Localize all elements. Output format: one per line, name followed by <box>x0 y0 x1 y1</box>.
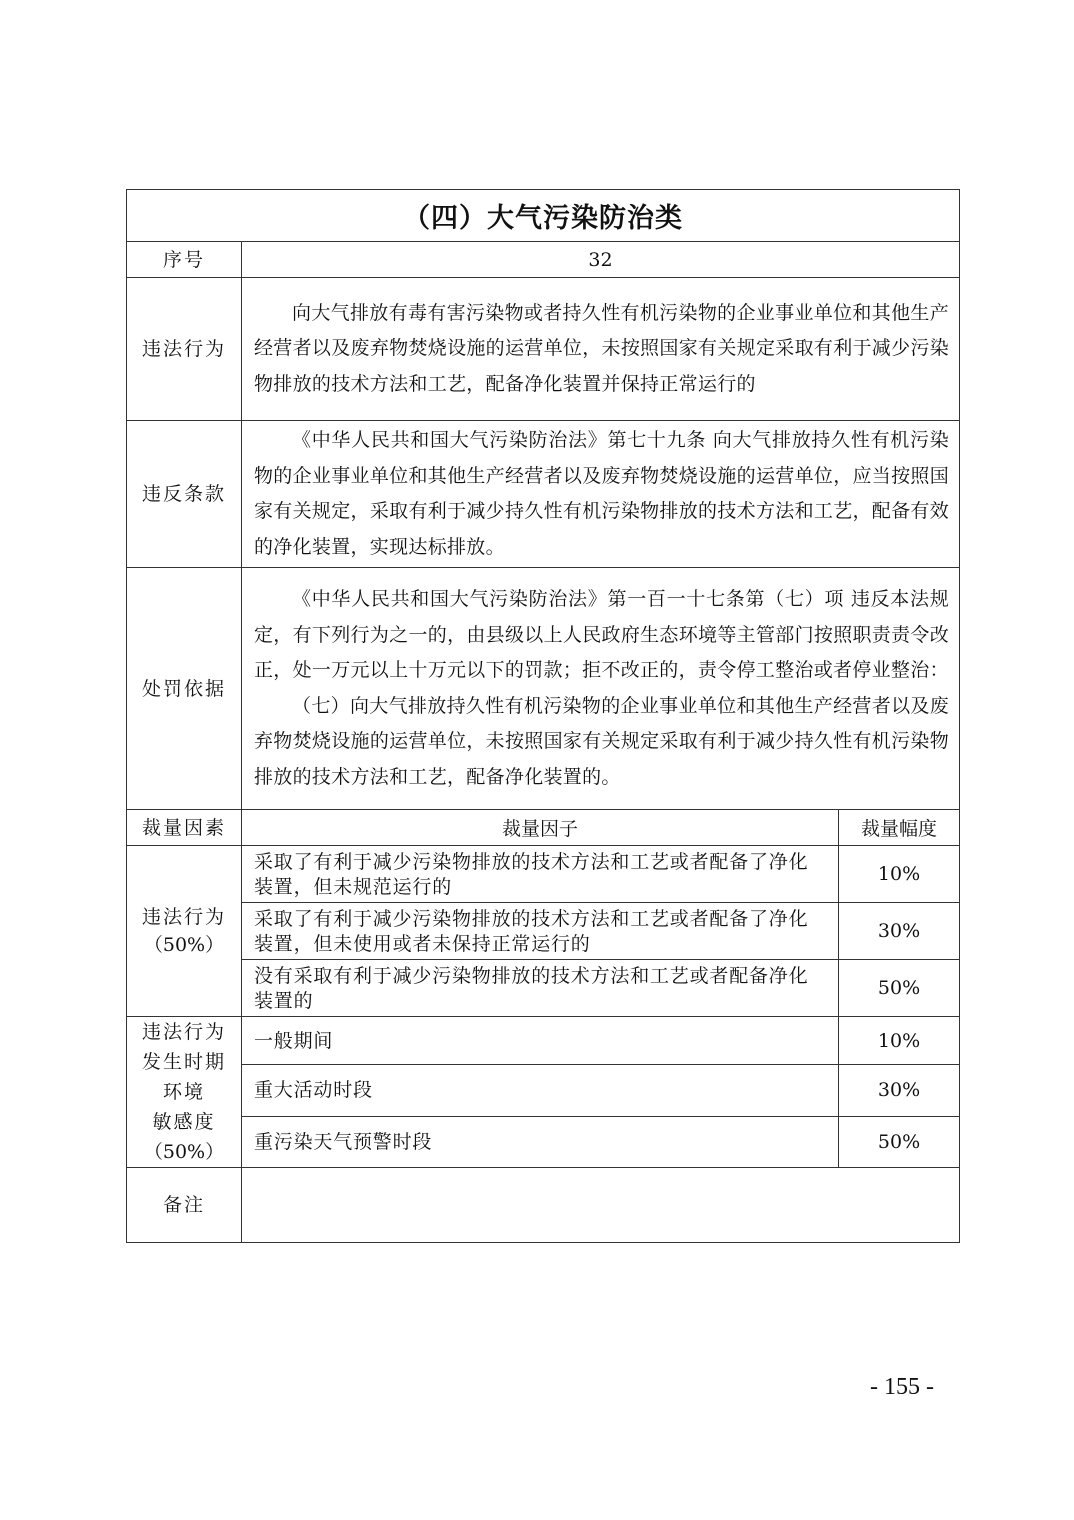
violation-factor-label-line: （50%） <box>143 934 225 956</box>
clause-label: 违反条款 <box>127 421 242 568</box>
violation-label: 违法行为 <box>127 278 242 421</box>
violation-factor-pct: 10% <box>839 846 960 903</box>
period-factor-item: 重污染天气预警时段 <box>242 1116 839 1167</box>
period-factor-pct: 50% <box>839 1116 960 1167</box>
period-factor-label <box>127 1017 242 1168</box>
violation-factor-item: 采取了有利于减少污染物排放的技术方法和工艺或者配备了净化装置，但未使用或者未保持正常运行的 <box>242 903 839 960</box>
period-factor-label-line: 发生时期 <box>141 1051 226 1073</box>
discretion-table <box>126 189 960 1243</box>
period-factor-label-line: 违法行为 <box>141 1021 226 1043</box>
remarks-label: 备注 <box>127 1168 242 1243</box>
period-factor-pct: 10% <box>839 1017 960 1065</box>
violation-factor-label <box>127 846 242 1017</box>
penalty-basis-paragraph: 《中华人民共和国大气污染防治法》第一百一十七条第（七）项 违反本法规定，有下列行为之一的，由县级以上人民政府生态环境等主管部门按照职责责令改正，处一万元以上十万元以下的罚款；拒不改正的，责令停工整治或者停业整治： <box>254 588 950 681</box>
penalty-basis-paragraph: （七）向大气排放持久性有机污染物的企业事业单位和其他生产经营者以及废弃物焚烧设施的运营单位，未按照国家有关规定采取有利于减少持久性有机污染物排放的技术方法和工艺，配备净化装置的。 <box>254 694 950 788</box>
discretion-item-header: 裁量因子 <box>242 810 839 846</box>
serial-value: 32 <box>242 242 960 278</box>
violation-factor-label-line: 违法行为 <box>141 906 226 928</box>
period-factor-label-line: （50%） <box>143 1141 225 1163</box>
period-factor-item: 重大活动时段 <box>242 1065 839 1116</box>
violation-factor-pct: 30% <box>839 903 960 960</box>
penalty-basis-label: 处罚依据 <box>127 568 242 810</box>
violation-text: 向大气排放有毒有害污染物或者持久性有机污染物的企业事业单位和其他生产经营者以及废弃物焚烧设施的运营单位，未按照国家有关规定采取有利于减少污染物排放的技术方法和工艺，配备净化装置并保持正常运行的 <box>254 301 950 395</box>
table-title: （四）大气污染防治类 <box>127 190 960 242</box>
violation-factor-pct: 50% <box>839 960 960 1017</box>
penalty-basis-cell <box>242 568 960 810</box>
period-factor-pct: 30% <box>839 1065 960 1116</box>
discretion-factor-header: 裁量因素 <box>127 810 242 846</box>
period-factor-label-line: 敏感度 <box>152 1111 216 1133</box>
violation-factor-item: 没有采取有利于减少污染物排放的技术方法和工艺或者配备净化装置的 <box>242 960 839 1017</box>
page-number: - 155 - <box>870 1374 934 1400</box>
discretion-range-header: 裁量幅度 <box>839 810 960 846</box>
clause-text: 《中华人民共和国大气污染防治法》第七十九条 向大气排放持久性有机污染物的企业事业单位和其他生产经营者以及废弃物焚烧设施的运营单位，应当按照国家有关规定，采取有利于减少持久性有机污染物排放的技术方法和工艺，配备有效的净化装置，实现达标排放。 <box>254 429 950 558</box>
clause-text-cell <box>242 421 960 568</box>
remarks-value <box>242 1168 960 1243</box>
period-factor-item: 一般期间 <box>242 1017 839 1065</box>
serial-label: 序号 <box>127 242 242 278</box>
violation-factor-item: 采取了有利于减少污染物排放的技术方法和工艺或者配备了净化装置，但未规范运行的 <box>242 846 839 903</box>
period-factor-label-line: 环境 <box>162 1081 205 1103</box>
violation-text-cell <box>242 278 960 421</box>
